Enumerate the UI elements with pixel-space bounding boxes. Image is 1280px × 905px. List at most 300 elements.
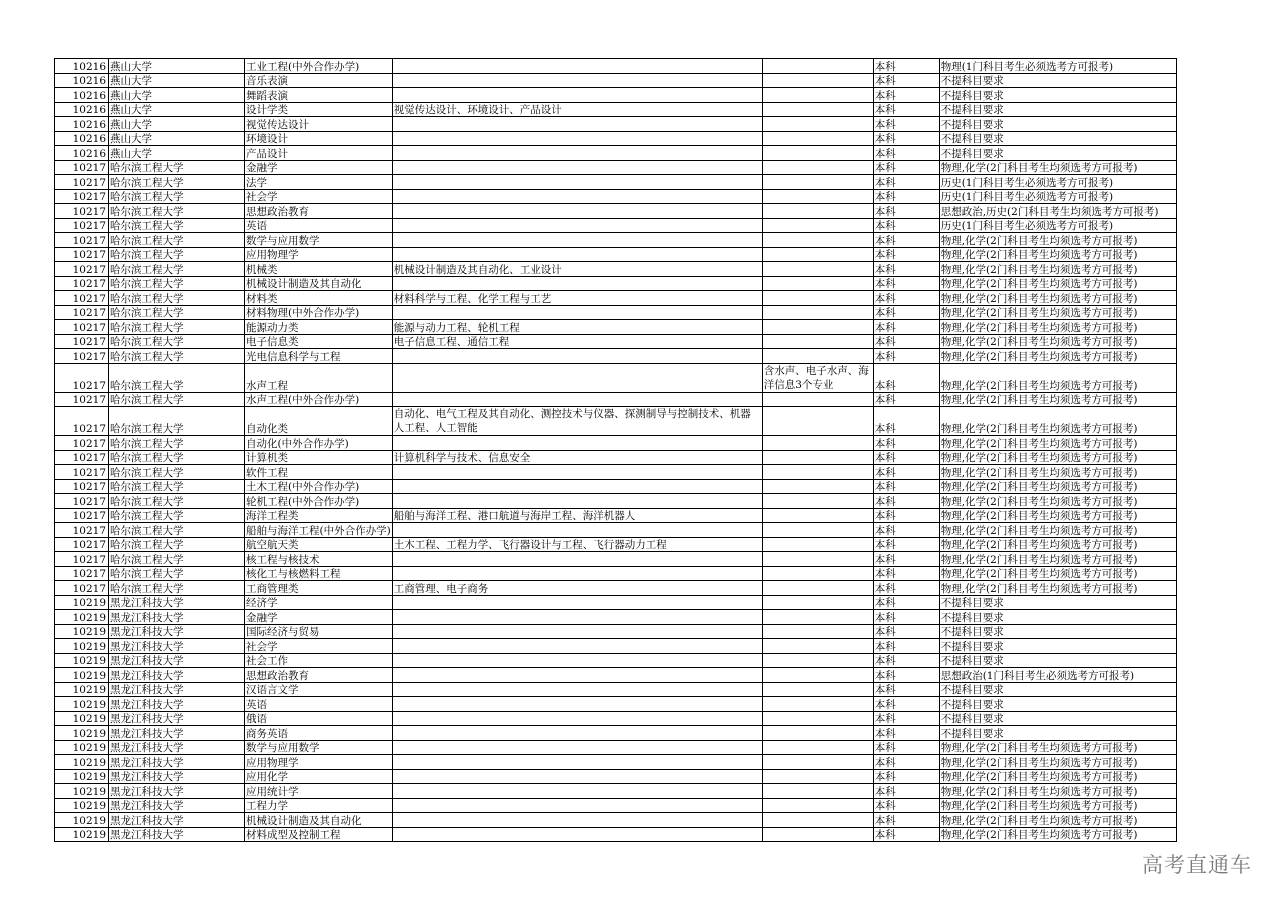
school-code-cell: 10217 bbox=[55, 479, 109, 494]
school-code-cell: 10219 bbox=[55, 827, 109, 842]
school-name-cell: 黑龙江科技大学 bbox=[109, 798, 245, 813]
subject-requirement-cell: 物理,化学(2门科目考生均须选考方可报考) bbox=[939, 769, 1176, 784]
school-code-cell: 10219 bbox=[55, 653, 109, 668]
subject-requirement-cell: 不提科目要求 bbox=[939, 624, 1176, 639]
school-code-cell: 10216 bbox=[55, 73, 109, 88]
remark-cell bbox=[762, 247, 873, 262]
watermark-text: 高考直通车 bbox=[1142, 853, 1252, 877]
level-cell: 本科 bbox=[873, 88, 939, 103]
school-name-cell: 哈尔滨工程大学 bbox=[109, 465, 245, 480]
major-name-cell: 材料成型及控制工程 bbox=[245, 827, 393, 842]
included-majors-cell: 机械设计制造及其自动化、工业设计 bbox=[392, 262, 762, 277]
included-majors-cell bbox=[392, 523, 762, 538]
school-code-cell: 10217 bbox=[55, 508, 109, 523]
included-majors-cell bbox=[392, 624, 762, 639]
subject-requirement-cell: 物理,化学(2门科目考生均须选考方可报考) bbox=[939, 160, 1176, 175]
level-cell: 本科 bbox=[873, 740, 939, 755]
remark-cell bbox=[762, 465, 873, 480]
subject-requirement-cell: 思想政治,历史(2门科目考生均须选考方可报考) bbox=[939, 204, 1176, 219]
school-code-cell: 10217 bbox=[55, 233, 109, 248]
level-cell: 本科 bbox=[873, 566, 939, 581]
subject-requirement-cell: 物理,化学(2门科目考生均须选考方可报考) bbox=[939, 552, 1176, 567]
major-name-cell: 商务英语 bbox=[245, 726, 393, 741]
included-majors-cell: 船舶与海洋工程、港口航道与海岸工程、海洋机器人 bbox=[392, 508, 762, 523]
included-majors-cell bbox=[392, 189, 762, 204]
table-row bbox=[55, 784, 1177, 799]
included-majors-cell: 视觉传达设计、环境设计、产品设计 bbox=[392, 102, 762, 117]
subject-requirement-cell: 物理,化学(2门科目考生均须选考方可报考) bbox=[939, 247, 1176, 262]
remark-cell bbox=[762, 755, 873, 770]
subject-requirement-cell: 思想政治(1门科目考生必须选考方可报考) bbox=[939, 668, 1176, 683]
subject-requirement-cell: 物理,化学(2门科目考生均须选考方可报考) bbox=[939, 755, 1176, 770]
included-majors-cell bbox=[392, 711, 762, 726]
subject-requirement-cell: 物理,化学(2门科目考生均须选考方可报考) bbox=[939, 291, 1176, 306]
remark-cell bbox=[762, 189, 873, 204]
school-name-cell: 燕山大学 bbox=[109, 102, 245, 117]
remark-cell bbox=[762, 769, 873, 784]
level-cell: 本科 bbox=[873, 59, 939, 74]
school-code-cell: 10216 bbox=[55, 131, 109, 146]
included-majors-cell bbox=[392, 740, 762, 755]
included-majors-cell bbox=[392, 88, 762, 103]
school-code-cell: 10219 bbox=[55, 610, 109, 625]
subject-requirement-cell: 物理,化学(2门科目考生均须选考方可报考) bbox=[939, 334, 1176, 349]
school-code-cell: 10219 bbox=[55, 755, 109, 770]
remark-cell bbox=[762, 552, 873, 567]
school-name-cell: 黑龙江科技大学 bbox=[109, 595, 245, 610]
included-majors-cell: 电子信息工程、通信工程 bbox=[392, 334, 762, 349]
major-name-cell: 能源动力类 bbox=[245, 320, 393, 335]
major-name-cell: 计算机类 bbox=[245, 450, 393, 465]
school-code-cell: 10217 bbox=[55, 363, 109, 392]
remark-cell bbox=[762, 668, 873, 683]
remark-cell bbox=[762, 407, 873, 436]
school-code-cell: 10217 bbox=[55, 465, 109, 480]
school-code-cell: 10219 bbox=[55, 711, 109, 726]
level-cell: 本科 bbox=[873, 668, 939, 683]
remark-cell bbox=[762, 639, 873, 654]
major-name-cell: 自动化类 bbox=[245, 407, 393, 436]
school-name-cell: 哈尔滨工程大学 bbox=[109, 175, 245, 190]
level-cell: 本科 bbox=[873, 769, 939, 784]
included-majors-cell: 工商管理、电子商务 bbox=[392, 581, 762, 596]
remark-cell bbox=[762, 682, 873, 697]
table-row bbox=[55, 610, 1177, 625]
included-majors-cell bbox=[392, 566, 762, 581]
subject-requirement-cell: 不提科目要求 bbox=[939, 726, 1176, 741]
level-cell: 本科 bbox=[873, 697, 939, 712]
school-name-cell: 黑龙江科技大学 bbox=[109, 755, 245, 770]
remark-cell bbox=[762, 102, 873, 117]
included-majors-cell bbox=[392, 131, 762, 146]
table-row bbox=[55, 160, 1177, 175]
subject-requirement-cell: 不提科目要求 bbox=[939, 102, 1176, 117]
table-row bbox=[55, 624, 1177, 639]
school-name-cell: 哈尔滨工程大学 bbox=[109, 407, 245, 436]
included-majors-cell bbox=[392, 769, 762, 784]
included-majors-cell bbox=[392, 726, 762, 741]
remark-cell bbox=[762, 88, 873, 103]
remark-cell bbox=[762, 784, 873, 799]
table-row bbox=[55, 146, 1177, 161]
included-majors-cell bbox=[392, 233, 762, 248]
school-code-cell: 10219 bbox=[55, 595, 109, 610]
school-name-cell: 哈尔滨工程大学 bbox=[109, 218, 245, 233]
included-majors-cell bbox=[392, 465, 762, 480]
remark-cell bbox=[762, 566, 873, 581]
major-name-cell: 工商管理类 bbox=[245, 581, 393, 596]
included-majors-cell bbox=[392, 827, 762, 842]
included-majors-cell bbox=[392, 204, 762, 219]
school-name-cell: 哈尔滨工程大学 bbox=[109, 160, 245, 175]
school-code-cell: 10217 bbox=[55, 175, 109, 190]
table-row bbox=[55, 552, 1177, 567]
table-body bbox=[55, 59, 1177, 842]
subject-requirement-cell: 物理,化学(2门科目考生均须选考方可报考) bbox=[939, 320, 1176, 335]
subject-requirement-cell: 物理,化学(2门科目考生均须选考方可报考) bbox=[939, 479, 1176, 494]
school-name-cell: 哈尔滨工程大学 bbox=[109, 363, 245, 392]
remark-cell bbox=[762, 218, 873, 233]
school-code-cell: 10217 bbox=[55, 262, 109, 277]
subject-requirement-cell: 不提科目要求 bbox=[939, 653, 1176, 668]
level-cell: 本科 bbox=[873, 262, 939, 277]
subject-requirement-cell: 物理,化学(2门科目考生均须选考方可报考) bbox=[939, 494, 1176, 509]
subject-requirement-cell: 物理,化学(2门科目考生均须选考方可报考) bbox=[939, 392, 1176, 407]
school-code-cell: 10217 bbox=[55, 450, 109, 465]
table-row bbox=[55, 407, 1177, 436]
level-cell: 本科 bbox=[873, 363, 939, 392]
school-name-cell: 黑龙江科技大学 bbox=[109, 769, 245, 784]
remark-cell bbox=[762, 436, 873, 451]
table-row bbox=[55, 479, 1177, 494]
major-name-cell: 设计学类 bbox=[245, 102, 393, 117]
remark-cell bbox=[762, 798, 873, 813]
school-code-cell: 10217 bbox=[55, 334, 109, 349]
table-row bbox=[55, 726, 1177, 741]
remark-cell bbox=[762, 320, 873, 335]
school-name-cell: 哈尔滨工程大学 bbox=[109, 436, 245, 451]
level-cell: 本科 bbox=[873, 131, 939, 146]
major-name-cell: 环境设计 bbox=[245, 131, 393, 146]
major-name-cell: 英语 bbox=[245, 697, 393, 712]
subject-requirement-cell: 不提科目要求 bbox=[939, 711, 1176, 726]
level-cell: 本科 bbox=[873, 291, 939, 306]
included-majors-cell bbox=[392, 59, 762, 74]
school-code-cell: 10217 bbox=[55, 204, 109, 219]
level-cell: 本科 bbox=[873, 711, 939, 726]
table-row bbox=[55, 566, 1177, 581]
subject-requirement-cell: 不提科目要求 bbox=[939, 697, 1176, 712]
school-name-cell: 哈尔滨工程大学 bbox=[109, 552, 245, 567]
included-majors-cell bbox=[392, 494, 762, 509]
table-row bbox=[55, 276, 1177, 291]
subject-requirement-cell: 物理,化学(2门科目考生均须选考方可报考) bbox=[939, 363, 1176, 392]
major-name-cell: 水声工程(中外合作办学) bbox=[245, 392, 393, 407]
table-row bbox=[55, 291, 1177, 306]
subject-requirement-cell: 物理,化学(2门科目考生均须选考方可报考) bbox=[939, 450, 1176, 465]
remark-cell bbox=[762, 233, 873, 248]
subject-requirement-cell: 物理,化学(2门科目考生均须选考方可报考) bbox=[939, 305, 1176, 320]
remark-cell bbox=[762, 711, 873, 726]
school-name-cell: 哈尔滨工程大学 bbox=[109, 392, 245, 407]
remark-cell bbox=[762, 595, 873, 610]
included-majors-cell bbox=[392, 653, 762, 668]
remark-cell bbox=[762, 827, 873, 842]
table-row bbox=[55, 392, 1177, 407]
major-name-cell: 自动化(中外合作办学) bbox=[245, 436, 393, 451]
major-name-cell: 航空航天类 bbox=[245, 537, 393, 552]
level-cell: 本科 bbox=[873, 755, 939, 770]
table-row bbox=[55, 769, 1177, 784]
level-cell: 本科 bbox=[873, 146, 939, 161]
subject-requirement-cell: 历史(1门科目考生必须选考方可报考) bbox=[939, 175, 1176, 190]
remark-cell bbox=[762, 726, 873, 741]
table-row bbox=[55, 436, 1177, 451]
major-name-cell: 机械设计制造及其自动化 bbox=[245, 276, 393, 291]
school-code-cell: 10217 bbox=[55, 537, 109, 552]
school-code-cell: 10217 bbox=[55, 436, 109, 451]
included-majors-cell bbox=[392, 276, 762, 291]
major-name-cell: 舞蹈表演 bbox=[245, 88, 393, 103]
table-row bbox=[55, 494, 1177, 509]
subject-requirement-cell: 物理,化学(2门科目考生均须选考方可报考) bbox=[939, 798, 1176, 813]
table-row bbox=[55, 247, 1177, 262]
school-code-cell: 10217 bbox=[55, 349, 109, 364]
major-name-cell: 数学与应用数学 bbox=[245, 233, 393, 248]
table-row bbox=[55, 131, 1177, 146]
subject-requirement-cell: 不提科目要求 bbox=[939, 146, 1176, 161]
included-majors-cell bbox=[392, 798, 762, 813]
table-row bbox=[55, 755, 1177, 770]
subject-requirement-cell: 不提科目要求 bbox=[939, 639, 1176, 654]
level-cell: 本科 bbox=[873, 392, 939, 407]
table-row bbox=[55, 189, 1177, 204]
school-code-cell: 10219 bbox=[55, 798, 109, 813]
included-majors-cell bbox=[392, 175, 762, 190]
level-cell: 本科 bbox=[873, 247, 939, 262]
school-name-cell: 哈尔滨工程大学 bbox=[109, 189, 245, 204]
school-code-cell: 10217 bbox=[55, 392, 109, 407]
subject-requirement-cell: 物理,化学(2门科目考生均须选考方可报考) bbox=[939, 276, 1176, 291]
included-majors-cell bbox=[392, 610, 762, 625]
remark-cell bbox=[762, 146, 873, 161]
school-name-cell: 黑龙江科技大学 bbox=[109, 726, 245, 741]
subject-requirement-cell: 不提科目要求 bbox=[939, 117, 1176, 132]
subject-requirement-cell: 不提科目要求 bbox=[939, 610, 1176, 625]
level-cell: 本科 bbox=[873, 117, 939, 132]
level-cell: 本科 bbox=[873, 581, 939, 596]
school-name-cell: 燕山大学 bbox=[109, 146, 245, 161]
remark-cell bbox=[762, 334, 873, 349]
table-row bbox=[55, 465, 1177, 480]
subject-requirement-cell: 物理,化学(2门科目考生均须选考方可报考) bbox=[939, 436, 1176, 451]
major-name-cell: 社会学 bbox=[245, 189, 393, 204]
remark-cell bbox=[762, 175, 873, 190]
included-majors-cell: 能源与动力工程、轮机工程 bbox=[392, 320, 762, 335]
included-majors-cell: 计算机科学与技术、信息安全 bbox=[392, 450, 762, 465]
level-cell: 本科 bbox=[873, 204, 939, 219]
level-cell: 本科 bbox=[873, 813, 939, 828]
included-majors-cell bbox=[392, 813, 762, 828]
remark-cell bbox=[762, 537, 873, 552]
school-name-cell: 哈尔滨工程大学 bbox=[109, 537, 245, 552]
level-cell: 本科 bbox=[873, 334, 939, 349]
school-code-cell: 10217 bbox=[55, 218, 109, 233]
level-cell: 本科 bbox=[873, 175, 939, 190]
level-cell: 本科 bbox=[873, 407, 939, 436]
subject-requirement-cell: 物理,化学(2门科目考生均须选考方可报考) bbox=[939, 508, 1176, 523]
level-cell: 本科 bbox=[873, 479, 939, 494]
major-name-cell: 软件工程 bbox=[245, 465, 393, 480]
included-majors-cell bbox=[392, 784, 762, 799]
level-cell: 本科 bbox=[873, 218, 939, 233]
school-code-cell: 10219 bbox=[55, 769, 109, 784]
major-name-cell: 核化工与核燃料工程 bbox=[245, 566, 393, 581]
school-name-cell: 黑龙江科技大学 bbox=[109, 682, 245, 697]
remark-cell bbox=[762, 73, 873, 88]
major-name-cell: 材料物理(中外合作办学) bbox=[245, 305, 393, 320]
table-row bbox=[55, 740, 1177, 755]
level-cell: 本科 bbox=[873, 233, 939, 248]
school-name-cell: 哈尔滨工程大学 bbox=[109, 479, 245, 494]
remark-cell bbox=[762, 653, 873, 668]
school-code-cell: 10217 bbox=[55, 320, 109, 335]
major-name-cell: 核工程与核技术 bbox=[245, 552, 393, 567]
major-name-cell: 思想政治教育 bbox=[245, 668, 393, 683]
major-name-cell: 社会工作 bbox=[245, 653, 393, 668]
major-name-cell: 应用化学 bbox=[245, 769, 393, 784]
subject-requirement-cell: 物理,化学(2门科目考生均须选考方可报考) bbox=[939, 740, 1176, 755]
school-name-cell: 哈尔滨工程大学 bbox=[109, 494, 245, 509]
school-name-cell: 黑龙江科技大学 bbox=[109, 813, 245, 828]
subject-requirement-cell: 物理,化学(2门科目考生均须选考方可报考) bbox=[939, 465, 1176, 480]
subject-requirement-cell: 物理,化学(2门科目考生均须选考方可报考) bbox=[939, 262, 1176, 277]
school-name-cell: 哈尔滨工程大学 bbox=[109, 334, 245, 349]
remark-cell bbox=[762, 392, 873, 407]
school-name-cell: 哈尔滨工程大学 bbox=[109, 566, 245, 581]
level-cell: 本科 bbox=[873, 552, 939, 567]
major-name-cell: 水声工程 bbox=[245, 363, 393, 392]
major-name-cell: 金融学 bbox=[245, 160, 393, 175]
table-row bbox=[55, 653, 1177, 668]
subject-requirement-cell: 不提科目要求 bbox=[939, 131, 1176, 146]
school-code-cell: 10217 bbox=[55, 566, 109, 581]
remark-cell bbox=[762, 59, 873, 74]
remark-cell: 含水声、电子水声、海洋信息3个专业 bbox=[762, 363, 873, 392]
level-cell: 本科 bbox=[873, 102, 939, 117]
subject-requirement-cell: 物理,化学(2门科目考生均须选考方可报考) bbox=[939, 827, 1176, 842]
school-name-cell: 黑龙江科技大学 bbox=[109, 624, 245, 639]
table-row bbox=[55, 175, 1177, 190]
school-code-cell: 10219 bbox=[55, 697, 109, 712]
included-majors-cell bbox=[392, 349, 762, 364]
school-code-cell: 10217 bbox=[55, 552, 109, 567]
level-cell: 本科 bbox=[873, 827, 939, 842]
included-majors-cell bbox=[392, 363, 762, 392]
included-majors-cell bbox=[392, 682, 762, 697]
school-code-cell: 10216 bbox=[55, 117, 109, 132]
level-cell: 本科 bbox=[873, 682, 939, 697]
subject-requirement-cell: 物理(1门科目考生必须选考方可报考) bbox=[939, 59, 1176, 74]
level-cell: 本科 bbox=[873, 639, 939, 654]
school-name-cell: 黑龙江科技大学 bbox=[109, 740, 245, 755]
level-cell: 本科 bbox=[873, 784, 939, 799]
major-name-cell: 国际经济与贸易 bbox=[245, 624, 393, 639]
school-name-cell: 哈尔滨工程大学 bbox=[109, 523, 245, 538]
level-cell: 本科 bbox=[873, 537, 939, 552]
table-row bbox=[55, 262, 1177, 277]
level-cell: 本科 bbox=[873, 276, 939, 291]
school-code-cell: 10219 bbox=[55, 740, 109, 755]
subject-requirement-cell: 物理,化学(2门科目考生均须选考方可报考) bbox=[939, 233, 1176, 248]
major-name-cell: 工程力学 bbox=[245, 798, 393, 813]
remark-cell bbox=[762, 291, 873, 306]
school-name-cell: 哈尔滨工程大学 bbox=[109, 305, 245, 320]
table-row bbox=[55, 508, 1177, 523]
level-cell: 本科 bbox=[873, 494, 939, 509]
included-majors-cell bbox=[392, 392, 762, 407]
table-row bbox=[55, 639, 1177, 654]
level-cell: 本科 bbox=[873, 465, 939, 480]
table-row bbox=[55, 595, 1177, 610]
subject-requirement-cell: 物理,化学(2门科目考生均须选考方可报考) bbox=[939, 523, 1176, 538]
school-name-cell: 燕山大学 bbox=[109, 59, 245, 74]
major-name-cell: 应用物理学 bbox=[245, 755, 393, 770]
level-cell: 本科 bbox=[873, 436, 939, 451]
school-code-cell: 10219 bbox=[55, 784, 109, 799]
level-cell: 本科 bbox=[873, 508, 939, 523]
level-cell: 本科 bbox=[873, 523, 939, 538]
major-name-cell: 光电信息科学与工程 bbox=[245, 349, 393, 364]
school-code-cell: 10217 bbox=[55, 247, 109, 262]
subject-requirement-cell: 历史(1门科目考生必须选考方可报考) bbox=[939, 218, 1176, 233]
major-name-cell: 汉语言文学 bbox=[245, 682, 393, 697]
school-name-cell: 黑龙江科技大学 bbox=[109, 697, 245, 712]
school-name-cell: 哈尔滨工程大学 bbox=[109, 204, 245, 219]
table-row bbox=[55, 523, 1177, 538]
major-name-cell: 音乐表演 bbox=[245, 73, 393, 88]
table-row bbox=[55, 682, 1177, 697]
subject-requirement-cell: 不提科目要求 bbox=[939, 595, 1176, 610]
school-name-cell: 哈尔滨工程大学 bbox=[109, 450, 245, 465]
table-row bbox=[55, 450, 1177, 465]
school-code-cell: 10216 bbox=[55, 146, 109, 161]
table-row bbox=[55, 827, 1177, 842]
table-row bbox=[55, 305, 1177, 320]
remark-cell bbox=[762, 508, 873, 523]
subject-requirement-cell: 物理,化学(2门科目考生均须选考方可报考) bbox=[939, 581, 1176, 596]
school-name-cell: 哈尔滨工程大学 bbox=[109, 276, 245, 291]
included-majors-cell bbox=[392, 247, 762, 262]
level-cell: 本科 bbox=[873, 595, 939, 610]
school-code-cell: 10217 bbox=[55, 523, 109, 538]
major-name-cell: 轮机工程(中外合作办学) bbox=[245, 494, 393, 509]
school-code-cell: 10217 bbox=[55, 407, 109, 436]
level-cell: 本科 bbox=[873, 624, 939, 639]
remark-cell bbox=[762, 523, 873, 538]
major-name-cell: 海洋工程类 bbox=[245, 508, 393, 523]
school-name-cell: 黑龙江科技大学 bbox=[109, 784, 245, 799]
level-cell: 本科 bbox=[873, 726, 939, 741]
school-code-cell: 10217 bbox=[55, 160, 109, 175]
school-code-cell: 10217 bbox=[55, 494, 109, 509]
school-name-cell: 哈尔滨工程大学 bbox=[109, 291, 245, 306]
level-cell: 本科 bbox=[873, 320, 939, 335]
school-name-cell: 燕山大学 bbox=[109, 131, 245, 146]
school-code-cell: 10219 bbox=[55, 668, 109, 683]
school-code-cell: 10217 bbox=[55, 276, 109, 291]
remark-cell bbox=[762, 349, 873, 364]
